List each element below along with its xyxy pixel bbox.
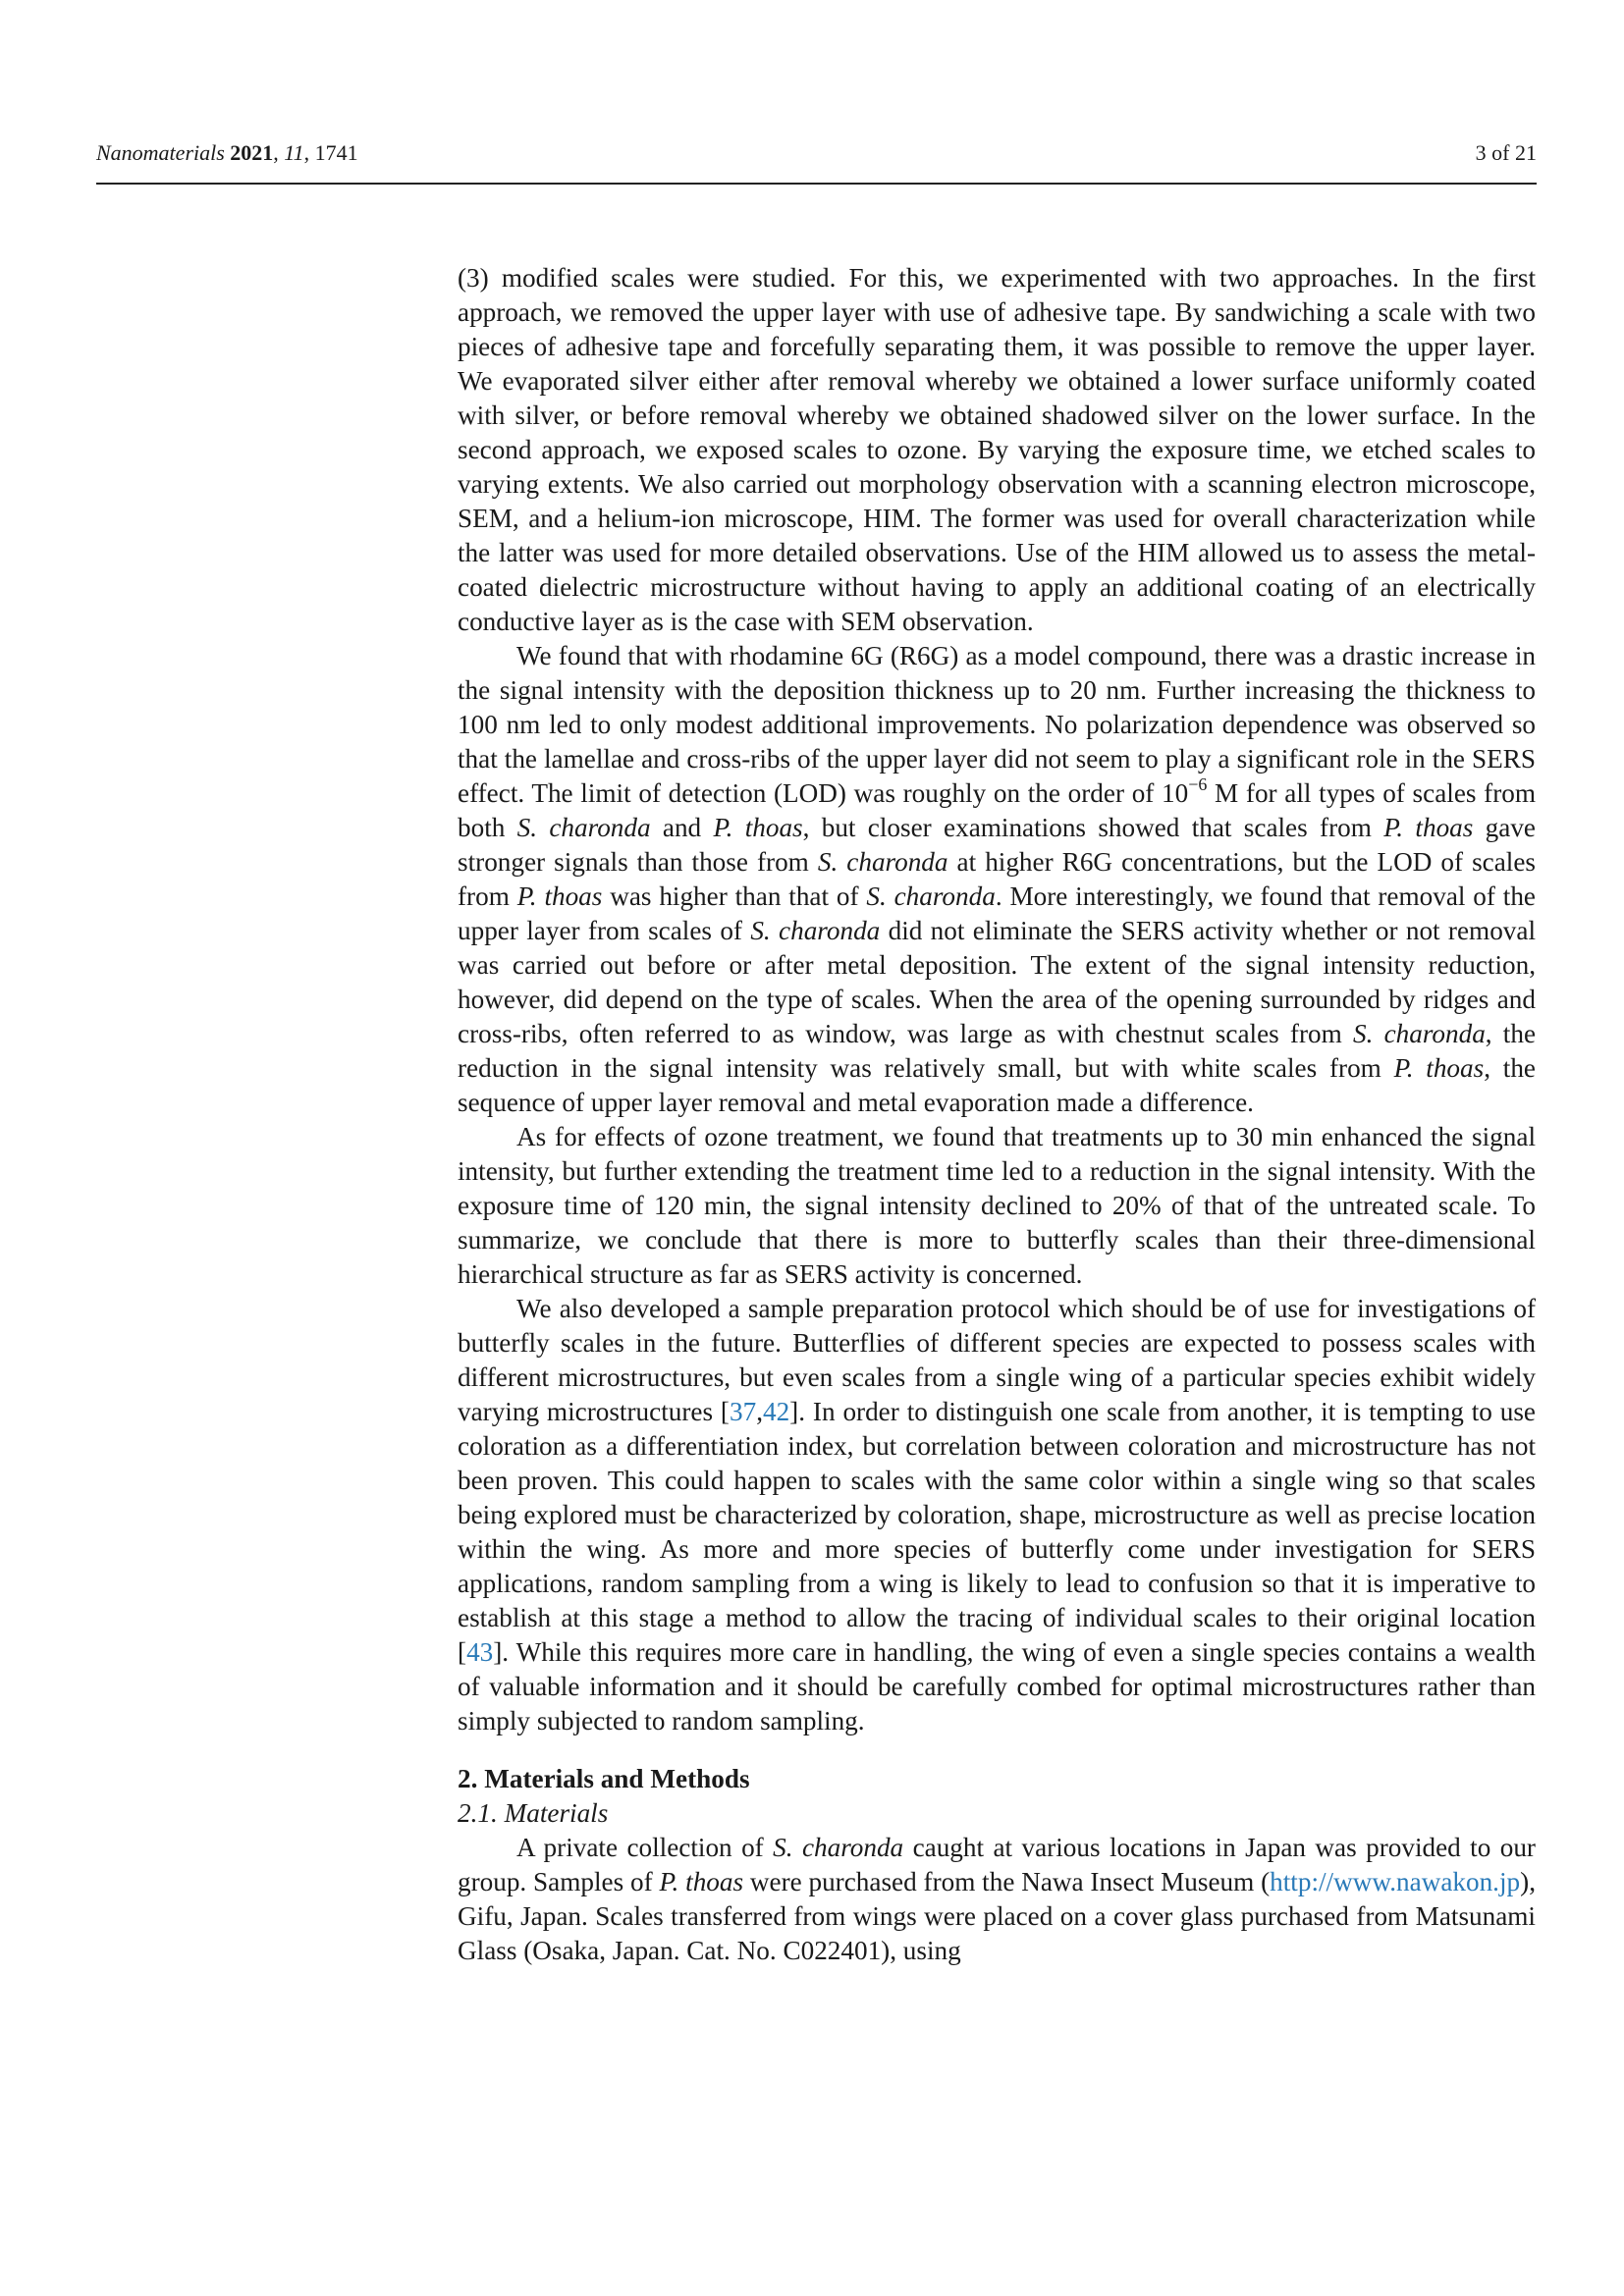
text: at higher R6G concentrations, but the LOD of scales from xyxy=(458,847,1536,911)
text: , the sequence of upper layer removal and metal evaporation made a difference. xyxy=(458,1053,1536,1117)
text: gave stronger signals than those from xyxy=(458,813,1536,877)
header-rule xyxy=(96,183,1537,185)
section-heading: 2. Materials and Methods xyxy=(458,1764,750,1793)
species-name: P. thoas xyxy=(1383,813,1474,842)
article-number: 1741 xyxy=(314,140,358,165)
species-name: S. charonda xyxy=(866,881,996,911)
paragraph-2 xyxy=(458,639,1536,1120)
text: , xyxy=(756,1397,763,1426)
text: was higher than that of xyxy=(602,881,867,911)
citation xyxy=(96,138,358,168)
citation-link-42[interactable]: 42 xyxy=(762,1397,790,1426)
text: A private collection of xyxy=(516,1833,774,1862)
species-name: S. charonda xyxy=(516,813,651,842)
text: were purchased from the Nawa Insect Museum ( xyxy=(743,1867,1271,1896)
year: 2021 xyxy=(230,140,274,165)
text: ), Gifu, Japan. Scales transferred from wings were placed on a cover glass purchased from Matsunami Glass (Osaka, Japan. Cat. No. C022401), using xyxy=(458,1867,1536,1965)
species-name: P. thoas xyxy=(516,881,603,911)
running-header xyxy=(96,138,1537,168)
text: did not eliminate the SERS activity whether or not removal was carried out before or after metal deposition. The extent of the signal intensity reduction, however, did depend on the type of scales. When the area of the opening surrounded by ridges and cross-ribs, often referred to as window, was large as with chestnut scales from xyxy=(458,916,1537,1048)
species-name: S. charonda xyxy=(817,847,948,877)
exponent: −6 xyxy=(1188,774,1208,794)
text: ]. While this requires more care in handling, the wing of even a single species contains a wealth of valuable information and it should be carefully combed for optimal microstructures rather than simply subjected to random sampling. xyxy=(458,1637,1536,1735)
subsection-heading: 2.1. Materials xyxy=(458,1798,609,1828)
text: ]. In order to distinguish one scale from another, it is tempting to use coloration as a differentiation index, but correlation between coloration and microstructure has not been proven. This could happen to scales with the same color within a single wing so that scales being explored must be characterized by coloration, shape, microstructure as well as precise location within the wing. As more and more species of butterfly come under investigation for SERS applications, random sampling from a wing is likely to lead to confusion so that it is imperative to establish at this stage a method to allow the tracing of individual scales to their original location [ xyxy=(458,1397,1537,1667)
volume: 11 xyxy=(284,140,304,165)
text: and xyxy=(650,813,714,842)
species-name: P. thoas xyxy=(1393,1053,1485,1083)
paragraph-1: (3) modified scales were studied. For this, we experimented with two approaches. In the first approach, we removed the upper layer with use of adhesive tape. By sandwiching a scale with two pieces of adhesive tape and forcefully separating them, it was possible to remove the upper layer. We evaporated silver either after removal whereby we obtained a lower surface uniformly coated with silver, or before removal whereby we obtained shadowed silver on the lower surface. In the second approach, we exposed scales to ozone. By varying the exposure time, we etched scales to varying extents. We also carried out morphology observation with a scanning electron microscope, SEM, and a helium-ion microscope, HIM. The former was used for overall characterization while the latter was used for more detailed observations. Use of the HIM allowed us to assess the metal-coated dielectric microstructure without having to apply an additional coating of an electrically conductive layer as is the case with SEM observation. xyxy=(458,263,1536,636)
citation-link-37[interactable]: 37 xyxy=(730,1397,757,1426)
separator: , xyxy=(273,140,285,165)
citation-link-43[interactable]: 43 xyxy=(466,1637,494,1667)
species-name: P. thoas xyxy=(659,1867,744,1896)
species-name: S. charonda xyxy=(1352,1019,1486,1048)
text: We found that with rhodamine 6G (R6G) as a model compound, there was a drastic increase in the signal intensity with the deposition thickness up to 20 nm. Further increasing the thickness to 100 nm led to only modest additional improvements. No polarization dependence was observed so that the lamellae and cross-ribs of the upper layer did not seem to play a significant role in the SERS effect. The limit of detection (LOD) was roughly on the order of 10 xyxy=(458,641,1536,808)
text: , but closer examinations showed that scales from xyxy=(802,813,1384,842)
separator: , xyxy=(303,140,315,165)
url-link[interactable]: http://www.nawakon.jp xyxy=(1270,1867,1521,1896)
text: . More interestingly, we found that removal of the upper layer from scales of xyxy=(458,881,1536,945)
paragraph-3: As for effects of ozone treatment, we found that treatments up to 30 min enhanced the signal intensity, but further extending the treatment time led to a reduction in the signal intensity. With the exposure time of 120 min, the signal intensity declined to 20% of that of the untreated scale. To summarize, we conclude that there is more to butterfly scales than their three-dimensional hierarchical structure as far as SERS activity is concerned. xyxy=(458,1122,1536,1289)
journal-name: Nanomaterials xyxy=(96,140,225,165)
text: M for all types of scales from both xyxy=(458,778,1536,842)
species-name: S. charonda xyxy=(750,916,881,945)
text: , the reduction in the signal intensity was relatively small, but with white scales from xyxy=(458,1019,1537,1083)
page-number: 3 of 21 xyxy=(1475,140,1537,165)
paragraph-5 xyxy=(458,1831,1536,1968)
article-body xyxy=(458,261,1536,1968)
text: We also developed a sample preparation protocol which should be of use for investigations of butterfly scales in the future. Butterflies of different species are expected to possess scales with different microstructures, but even scales from a single wing of a particular species exhibit widely varying microstructures [ xyxy=(458,1294,1536,1426)
species-name: S. charonda xyxy=(773,1833,904,1862)
species-name: P. thoas xyxy=(713,813,803,842)
paragraph-4 xyxy=(458,1292,1536,1738)
text: caught at various locations in Japan was provided to our group. Samples of xyxy=(458,1833,1536,1896)
